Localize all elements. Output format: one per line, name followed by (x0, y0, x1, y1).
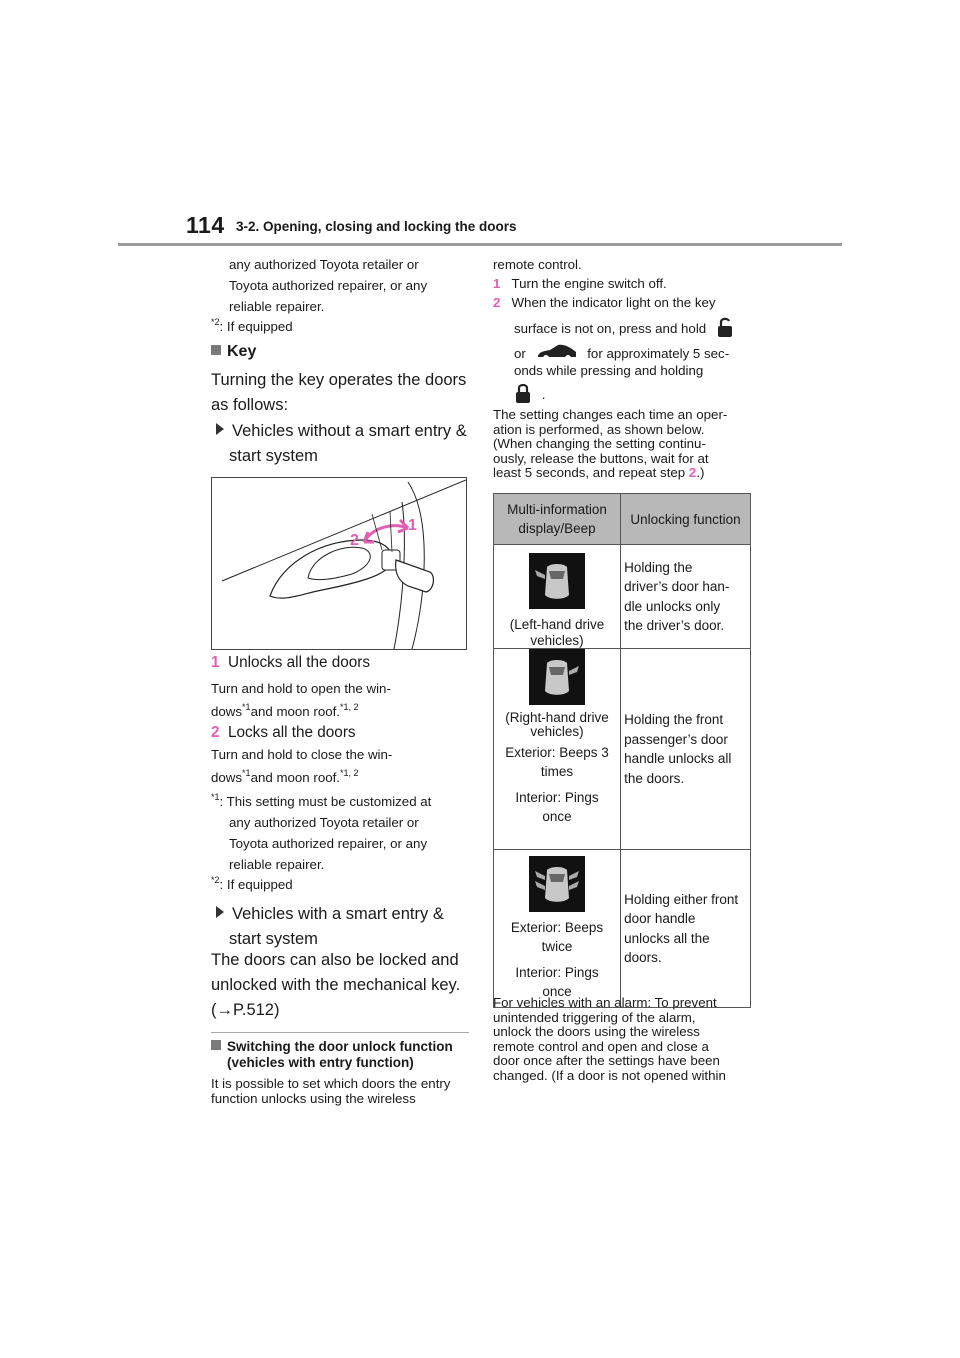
alarm-text (493, 996, 726, 1083)
step-text: or (514, 346, 526, 362)
subheading-line: start system (229, 447, 318, 465)
function-line: passenger’s door (624, 731, 728, 747)
footnote-line: Toyota authorized repairer, or any (229, 836, 428, 851)
alarm-line: For vehicles with an alarm: To prevent (493, 995, 717, 1010)
triangle-bullet-icon (216, 906, 224, 918)
subheading-line: start system (229, 930, 318, 948)
row3-display-cell (494, 850, 621, 1008)
square-bullet-icon (211, 345, 221, 355)
header-line: display/Beep (518, 521, 596, 536)
page-reference-link[interactable]: (→P.512) (211, 1001, 280, 1019)
mechanical-key-line: The doors can also be locked and (211, 951, 459, 969)
key-door-illustration (211, 477, 467, 650)
beep-text: times (540, 764, 574, 779)
footnote-line: : This setting must be customized at (219, 794, 432, 809)
square-bullet-icon (211, 1040, 221, 1050)
footnote-mark: *1, 2 (340, 768, 359, 778)
row3-function-cell (621, 850, 751, 1008)
step-2-description (211, 746, 392, 787)
function-line: driver’s door han- (624, 579, 730, 594)
function-line: Holding either front (624, 891, 739, 907)
step-2 (211, 722, 356, 744)
setting-change-text (493, 408, 727, 481)
step-text: for approximately 5 sec- (587, 346, 730, 362)
right-step-2 (493, 294, 716, 312)
row1-function-cell (621, 545, 751, 649)
step-number: 1 (211, 654, 220, 671)
ping-text: once (542, 984, 572, 999)
lock-icon (514, 382, 532, 409)
step-text: Turn the engine switch off. (511, 276, 667, 291)
alarm-line: door once after the settings have been (493, 1053, 720, 1068)
ping-text: once (542, 809, 572, 824)
header-rule (118, 243, 842, 246)
chapter-title: 3-2. Opening, closing and locking the doors (236, 219, 517, 234)
beep-text: Exterior: Beeps (510, 920, 604, 935)
unlock-icon (716, 316, 734, 343)
intro-line: reliable repairer. (229, 299, 325, 314)
beep-text: twice (541, 939, 573, 954)
function-line: door handle (624, 911, 696, 926)
intro-line: Toyota authorized repairer, or any (229, 278, 428, 293)
subheading-line: Vehicles with a smart entry & (232, 905, 444, 923)
key-heading-text: Key (227, 343, 257, 360)
row2-display-cell (494, 649, 621, 850)
key-description-line: as follows: (211, 396, 289, 414)
switching-text-line: function unlocks using the wireless (211, 1091, 416, 1106)
table-header-row (494, 494, 751, 545)
step-text: Locks all the doors (228, 724, 356, 741)
setting-change-text: least 5 seconds, and repeat step (493, 465, 686, 480)
alarm-line: unlock the doors using the wireless (493, 1024, 700, 1039)
alarm-line: remote control and open and close a (493, 1038, 709, 1054)
setting-change-line: ation is performed, as shown below. (493, 421, 705, 437)
figure-label-2: 2 (350, 532, 359, 549)
row-caption: vehicles) (530, 633, 584, 648)
setting-change-line: (When changing the setting continu- (493, 436, 706, 451)
alarm-line: changed. (If a door is not opened within (493, 1067, 726, 1083)
table-row (494, 649, 751, 850)
table-header-function: Unlocking function (621, 494, 751, 545)
step-text: When the indicator light on the key (511, 295, 716, 310)
footnote-2-top (211, 318, 293, 336)
setting-change-line: ously, release the buttons, wait for at (493, 450, 709, 466)
ping-text: Interior: Pings (515, 790, 599, 805)
step-text: . (541, 387, 546, 403)
step-1 (211, 652, 370, 674)
footnote-mark: *1, 2 (340, 702, 359, 712)
key-description-line: Turning the key operates the doors (211, 371, 467, 389)
subheading-without-smart-entry (216, 419, 467, 469)
key-heading (211, 343, 256, 361)
function-line: Holding the front (624, 712, 724, 727)
step-text: Unlocks all the doors (228, 654, 371, 671)
footnote-1 (211, 793, 431, 874)
subheading-line: Vehicles without a smart entry & (232, 422, 467, 440)
triangle-bullet-icon (216, 423, 224, 435)
footnote-line: any authorized Toyota retailer or (229, 815, 419, 830)
right-step-2-line2 (514, 316, 734, 343)
row-caption: vehicles) (530, 724, 584, 739)
function-line: doors. (624, 950, 662, 965)
setting-change-line: The setting changes each time an oper- (493, 407, 728, 422)
right-step-1 (493, 275, 667, 293)
function-line: Holding the (624, 559, 693, 575)
footnote-text: : If equipped (219, 877, 293, 892)
continued-text: remote control. (493, 257, 582, 272)
intro-line: any authorized Toyota retailer or (229, 257, 419, 272)
footnote-mark: *1 (242, 702, 251, 712)
unlock-function-table (493, 493, 751, 1008)
header-line: Multi-information (507, 502, 607, 517)
mechanical-key-line: unlocked with the mechanical key. (211, 976, 461, 994)
step-number: 2 (211, 724, 220, 741)
car-passenger-door-open-icon (529, 649, 585, 705)
page-number: 114 (186, 212, 225, 238)
function-line: the doors. (624, 770, 685, 786)
switching-heading (211, 1039, 453, 1071)
footnote-mark: *2 (211, 317, 220, 327)
subheading-with-smart-entry (216, 902, 444, 952)
function-line: dle unlocks only (624, 598, 721, 614)
function-line: unlocks all the (624, 930, 710, 946)
step-text: onds while pressing and holding (514, 363, 704, 378)
switching-text (211, 1076, 450, 1106)
step-description-line: Turn and hold to close the win- (211, 747, 393, 762)
figure-label-1: 1 (408, 517, 417, 534)
beep-text: Exterior: Beeps 3 (505, 745, 609, 760)
step-description-line: Turn and hold to open the win- (211, 681, 391, 696)
footnote-mark: *1 (211, 792, 220, 802)
door-key-diagram (212, 478, 466, 649)
table-row (494, 545, 751, 649)
step-description-text: dows (211, 770, 243, 785)
table-row (494, 850, 751, 1008)
function-line: handle unlocks all (624, 751, 732, 766)
step-1-description (211, 680, 391, 721)
row-caption: (Right-hand drive (505, 710, 609, 725)
step-description-text: dows (211, 704, 243, 719)
step-reference: 2 (688, 465, 697, 480)
step-number: 2 (493, 295, 501, 310)
intro-text (229, 256, 427, 316)
switching-heading-line: Switching the door unlock function (227, 1039, 453, 1054)
step-description-text: and moon roof. (250, 770, 341, 785)
switching-heading-line: (vehicles with entry function) (227, 1055, 414, 1070)
car-all-doors-open-icon (529, 856, 585, 912)
footnote-text: : If equipped (219, 319, 293, 334)
row1-display-cell (494, 545, 621, 649)
ping-text: Interior: Pings (515, 965, 599, 980)
row-caption: (Left-hand drive (509, 617, 605, 632)
step-description-text: and moon roof. (250, 704, 341, 719)
setting-change-text: .) (696, 465, 705, 480)
step-text: surface is not on, press and hold (514, 321, 707, 337)
table-header-display (494, 494, 621, 545)
car-driver-door-open-icon (529, 553, 585, 609)
section-divider (211, 1032, 469, 1033)
mechanical-key-text (211, 948, 460, 1023)
row2-function-cell (621, 649, 751, 850)
switching-text-line: It is possible to set which doors the entry (211, 1076, 451, 1091)
right-step-2-line5 (514, 382, 545, 409)
footnote-line: reliable repairer. (229, 857, 325, 872)
footnote-mark: *1 (242, 768, 251, 778)
footnote-mark: *2 (211, 875, 220, 885)
key-description (211, 368, 466, 418)
step-number: 1 (493, 276, 501, 291)
function-line: the driver’s door. (624, 618, 725, 633)
alarm-line: unintended triggering of the alarm, (493, 1009, 696, 1025)
footnote-2 (211, 876, 293, 894)
